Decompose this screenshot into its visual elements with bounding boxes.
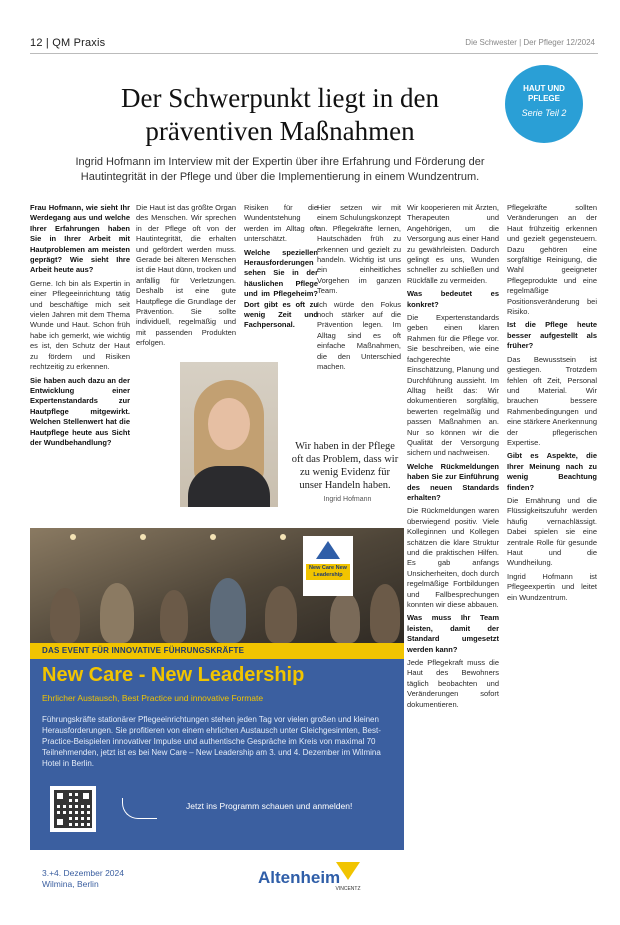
qr-code[interactable] (50, 786, 96, 832)
ad-title: New Care - New Leadership (42, 664, 305, 686)
ad-venue-text: Wilmina, Berlin (42, 879, 99, 889)
pull-quote: Wir haben in der Pflege oft das Problem, dass wir zu wenig Evidenz für unser Handeln haben. (291, 441, 399, 491)
text-column-5 (407, 203, 499, 913)
question: Welche Rückmeldungen haben Sie zur Einführung des neuen Standards erhalten? (407, 461, 499, 502)
header-rule (30, 53, 598, 54)
ad-subtitle: Ehrlicher Austausch, Best Practice und innovative Formate (42, 693, 264, 703)
page-header-meta: Die Schwester | Der Pfleger 12/2024 (465, 38, 595, 47)
paragraph: Die Ernährung und die Flüssigkeitszufuhr werden häufig vernachlässigt. Dabei spielen sie eine zentrale Rolle für gesunde Haut und die Wundheilung. (507, 495, 597, 568)
pull-quote-credit: Ingrid Hofmann (323, 496, 372, 503)
question: Welche speziellen Herausforderungen sehen Sie in der häuslichen Pflege und im Pflegeheim? Dort gibt es oft zu wenig Zeit und Fachpersonal. (244, 247, 318, 330)
paragraph: Ich würde den Fokus noch stärker auf die Prävention legen. Im Alltag sind es oft einfache Maßnahmen, die den Unterschied machen. (317, 299, 401, 372)
article-headline: Der Schwerpunkt liegt in den präventiven Maßnahmen (121, 83, 439, 146)
event-advertisement[interactable] (30, 528, 404, 916)
question: Ist die Pflege heute besser aufgestellt als früher? (507, 320, 597, 351)
ad-event-date (42, 868, 124, 890)
new-care-logo-text: New Care New Leadership (306, 564, 350, 580)
question: Frau Hofmann, wie sieht Ihr Werdegang aus und welche Ihrer Erfahrungen haben Sie in Ihrer Arbeit mit Hautproblemen am meisten geprägt? Wie sieht Ihre Arbeit heute aus? (30, 203, 130, 275)
article-deck: Ingrid Hofmann im Interview mit der Expertin über ihre Erfahrung und Förderung der Hautintegrität in der Pflege und über die Implementierung in einem Wundzentrum. (75, 156, 485, 183)
paragraph: Wir kooperieren mit Ärzten, Therapeuten und Angehörigen, um die Versorgung aus einer Hand zu gewährleisten. Dadurch gelingt es uns, Wunden schneller zu schließen und Rückfälle zu vermeiden. (407, 203, 499, 285)
vincentz-logo-icon (336, 862, 360, 880)
paragraph: Das Bewusstsein ist gestiegen. Trotzdem fehlen oft Zeit, Personal und Material. Wir brauchen bessere Rahmenbedingungen und eine stärkere Anerkennung der pflegerischen Expertise. (507, 354, 597, 447)
new-care-logo (303, 536, 353, 596)
page-header-label: 12 | QM Praxis (30, 37, 106, 49)
badge-line-2: PFLEGE (527, 94, 560, 103)
question: Was bedeutet es konkret? (407, 289, 499, 309)
text-column-1 (30, 203, 130, 523)
paragraph: Pflegekräfte sollten Veränderungen an der Haut frühzeitig erkennen und gezielt gegensteuern. Dazu gehören eine sorgfältige Reinigung, die Wahl geeigneter Pflegeprodukte und eine regelmäßige Positionsveränderung bei Risiko. (507, 203, 597, 317)
arrow-icon (122, 798, 157, 819)
altenheim-logo: Altenheim (258, 868, 341, 887)
paragraph: Die Rückmeldungen waren überwiegend positiv. Viele Kolleginnen und Kollegen schätzen die klare Struktur und die praktischen Hilfen. Es gab anfangs Unsicherheiten, doch durch regelmäßige Fortbildungen und Fallbesprechungen konnten wir diese abbauen. (407, 506, 499, 610)
ad-kicker: DAS EVENT FÜR INNOVATIVE FÜHRUNGSKRÄFTE (30, 643, 404, 659)
vincentz-logo-text: VINCENTZ (335, 886, 361, 892)
question: Gibt es Aspekte, die Ihrer Meinung nach zu wenig Beachtung finden? (507, 451, 597, 492)
paragraph: Jede Pflegekraft muss die Haut des Bewohners täglich beobachten und Veränderungen sofort dokumentieren. (407, 658, 499, 709)
text-column-4 (317, 203, 401, 408)
new-care-logo-mark-icon (316, 541, 340, 559)
ad-event-photo (30, 528, 404, 643)
text-column-6 (507, 203, 597, 913)
series-badge (505, 65, 583, 143)
paragraph: Risiken für die Wundentstehung werden im Alltag oft unterschätzt. (244, 203, 318, 244)
portrait-photo (180, 362, 278, 507)
paragraph: Gerne. Ich bin als Expertin in einer Pflegeeinrichtung tätig und beschäftige mich seit vielen Jahren mit dem Thema Wunde und Haut. Schon früh habe ich gemerkt, wie wichtig es ist, den Schutz der Haut zu fördern und Risiken rechtzeitig zu erkennen. (30, 278, 130, 372)
badge-line-1: HAUT UND (523, 84, 565, 93)
ad-cta-link[interactable]: Jetzt ins Programm schauen und anmelden! (186, 801, 353, 811)
ad-date-text: 3.+4. Dezember 2024 (42, 868, 124, 878)
question: Was muss Ihr Team leisten, damit der Standard umgesetzt werden kann? (407, 613, 499, 654)
author-bio: Ingrid Hofmann ist Pflegeexpertin und leitet ein Wundzentrum. (507, 571, 597, 602)
question: Sie haben auch dazu an der Entwicklung einer Expertenstandards zur Hautpflege mitgewirkt. Welchen Stellenwert hat die Hautpflege heute aus Sicht der Wundbehandlung? (30, 375, 130, 447)
paragraph: Die Haut ist das größte Organ des Menschen. Wir sprechen in der Pflege oft von der Hautintegrität, die erhalten und gefördert werden muss. Gerade bei älteren Menschen ist die Haut dünn, trocken und anfällig für Verletzungen. Deshalb ist eine gute Hautpflege die Grundlage der Prävention. Sie sollte individuell, regelmäßig und mit passenden Produkten erfolgen. (136, 203, 236, 348)
ad-footer (30, 850, 404, 916)
ad-body-text: Führungskräfte stationärer Pflegeeinrichtungen stehen jeden Tag vor vielen großen und kleinen Herausforderungen. Sie profitieren von einem ehrlichen Austausch unter Gleichgesinnten, Best-Practice-Beispielen innovativer Impulse und authentische Gespräche im Kreis von maximal 70 Teilnehmenden, jetzt ist es bei New Care – New Leadership am 3. und 4. Dezember im Wilmina Hotel in Berlin. (42, 715, 381, 768)
badge-line-3: Serie Teil 2 (521, 108, 567, 118)
paragraph: Hier setzen wir mit einem Schulungskonzept an. Pflegekräfte lernen, Hautschäden früh zu erkennen und gezielt zu handeln. Wichtig ist uns ein einheitliches Vorgehen im ganzen Team. (317, 203, 401, 296)
paragraph: Die Expertenstandards geben einen klaren Rahmen für die Pflege vor. Sie beschreiben, wie eine fachgerechte Einschätzung, Planung und Durchführung aussieht. Im Alltag heißt das: Wir dokumentieren sorgfältig, bewerten regelmäßig und passen Maßnahmen an. Nur so können wir die Qualität der Versorgung sichern und nachweisen. (407, 313, 499, 458)
